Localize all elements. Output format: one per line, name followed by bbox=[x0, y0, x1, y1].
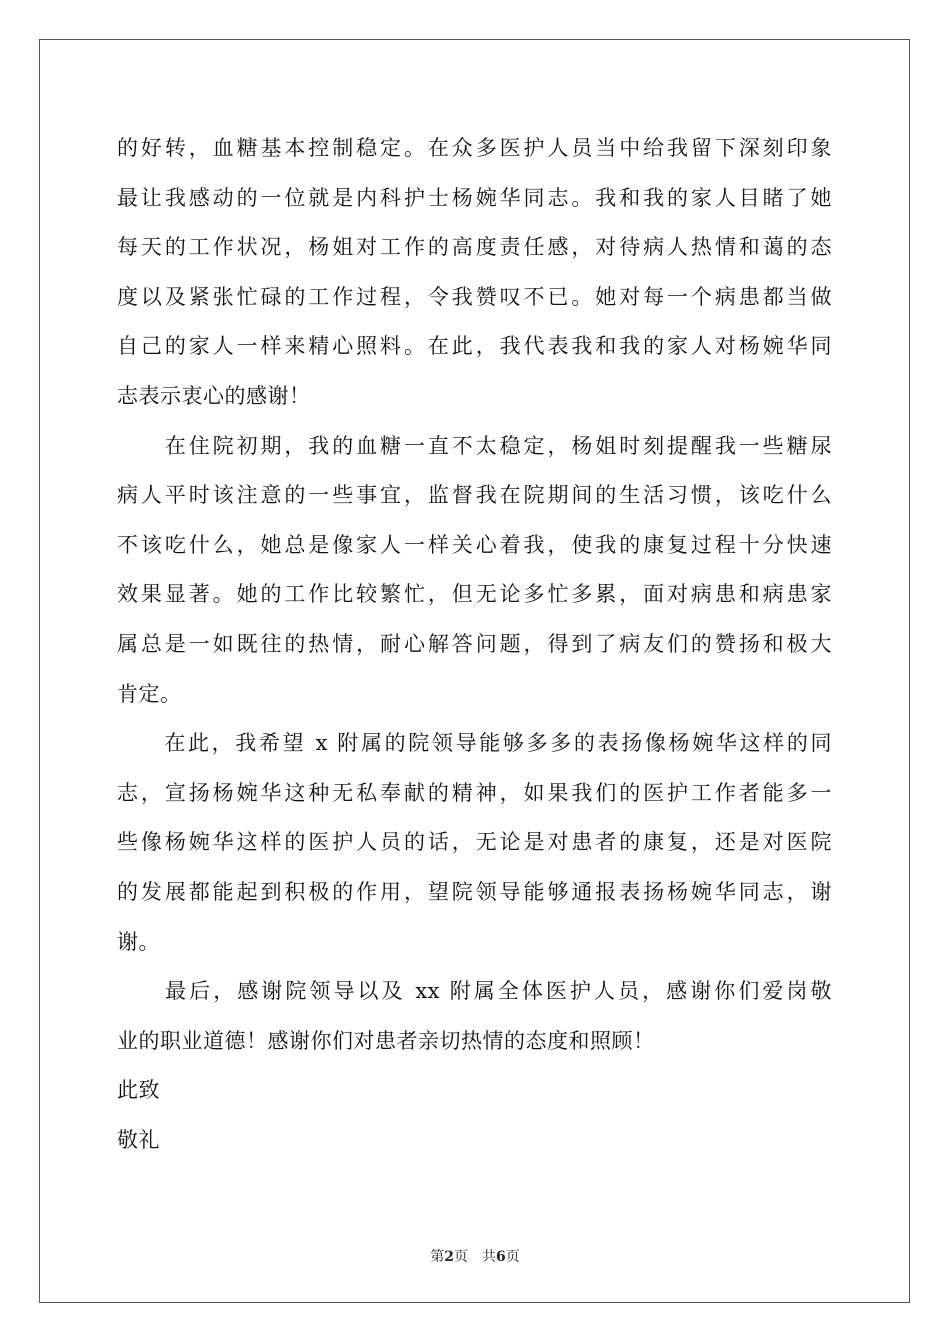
text-line: 业的职业道德！感谢你们对患者亲切热情的态度和照顾！ bbox=[117, 1028, 655, 1053]
closing-regards: 敬礼 bbox=[117, 1127, 160, 1152]
footer-middle: 页 共 bbox=[454, 1249, 496, 1265]
text-line: 度以及紧张忙碌的工作过程，令我赞叹不已。她对每一个病患都当做 bbox=[117, 284, 832, 309]
text-line: 属总是一如既往的热情，耐心解答问题，得到了病友们的赞扬和极大 bbox=[117, 631, 832, 656]
letter-body bbox=[117, 124, 832, 1165]
text-line: 自己的家人一样来精心照料。在此，我代表我和我的家人对杨婉华同 bbox=[117, 334, 832, 359]
text-line: 最让我感动的一位就是内科护士杨婉华同志。我和我的家人目睹了她 bbox=[117, 185, 832, 210]
text-line: 最后，感谢院领导以及 xx 附属全体医护人员，感谢你们爱岗敬 bbox=[117, 979, 832, 1004]
text-line: 在此，我希望 x 附属的院领导能够多多的表扬像杨婉华这样的同 bbox=[117, 731, 832, 756]
footer-prefix: 第 bbox=[430, 1249, 445, 1265]
text-line: 不该吃什么，她总是像家人一样关心着我，使我的康复过程十分快速 bbox=[117, 532, 832, 557]
text-line: 些像杨婉华这样的医护人员的话，无论是对患者的康复，还是对医院 bbox=[117, 830, 832, 855]
footer-suffix: 页 bbox=[505, 1249, 520, 1265]
text-line: 效果显著。她的工作比较繁忙，但无论多忙多累，面对病患和病患家 bbox=[117, 582, 832, 607]
closing-salutation: 此致 bbox=[117, 1078, 160, 1103]
text-line: 志，宣扬杨婉华这种无私奉献的精神，如果我们的医护工作者能多一 bbox=[117, 780, 832, 805]
text-line: 志表示衷心的感谢！ bbox=[117, 383, 311, 408]
total-page-count: 6 bbox=[496, 1249, 506, 1265]
page-footer bbox=[0, 1246, 950, 1266]
text-line: 肯定。 bbox=[117, 681, 182, 706]
text-line: 每天的工作状况，杨姐对工作的高度责任感，对待病人热情和蔼的态 bbox=[117, 235, 832, 260]
current-page-number: 2 bbox=[444, 1249, 454, 1265]
text-line: 的发展都能起到积极的作用，望院领导能够通报表扬杨婉华同志，谢 bbox=[117, 879, 832, 904]
text-line: 谢。 bbox=[117, 929, 160, 954]
text-line: 的好转，血糖基本控制稳定。在众多医护人员当中给我留下深刻印象 bbox=[117, 136, 832, 160]
text-line: 病人平时该注意的一些事宜，监督我在院期间的生活习惯，该吃什么 bbox=[117, 483, 832, 508]
text-line: 在住院初期，我的血糖一直不太稳定，杨姐时刻提醒我一些糖尿 bbox=[117, 433, 832, 458]
